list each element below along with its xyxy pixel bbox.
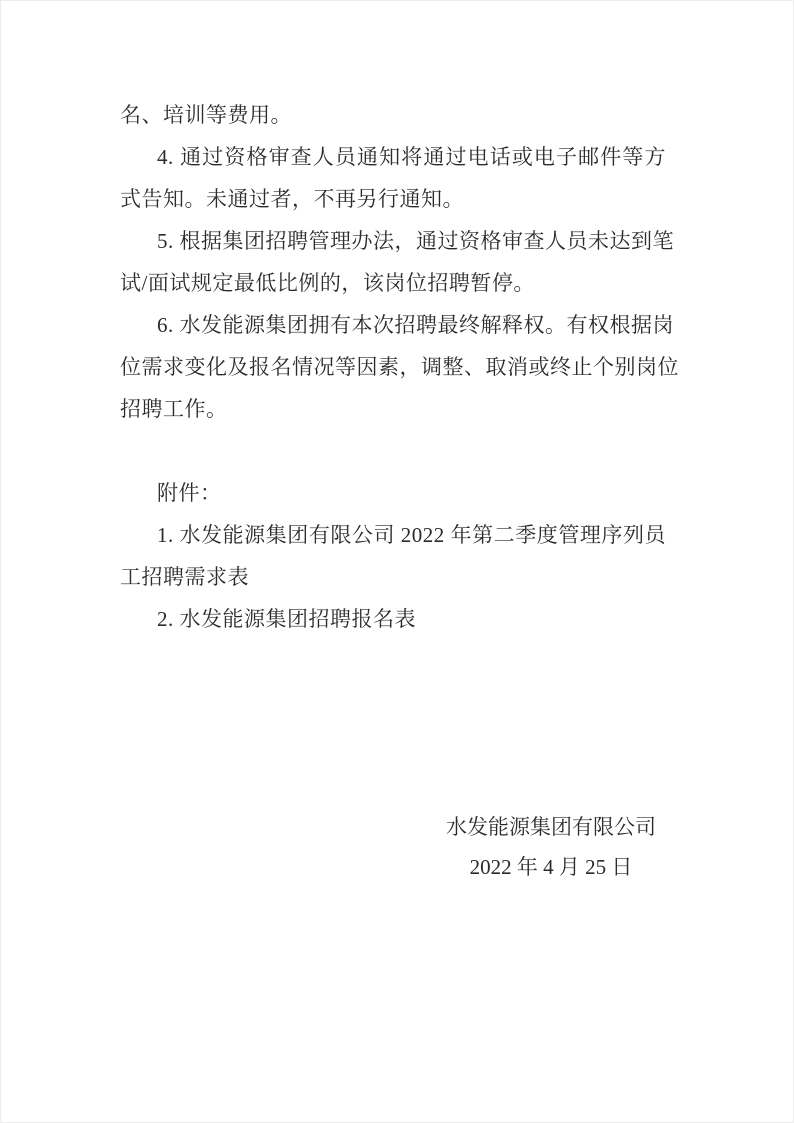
blank-line bbox=[120, 430, 666, 472]
text-line: 附件： bbox=[157, 481, 222, 505]
text-line: 试/面试规定最低比例的，该岗位招聘暂停。 bbox=[120, 271, 535, 295]
text-line: 6. 水发能源集团拥有本次招聘最终解释权。有权根据岗 bbox=[157, 313, 674, 337]
signature-company: 水发能源集团有限公司 bbox=[446, 815, 656, 839]
text-line: 式告知。未通过者，不再另行通知。 bbox=[120, 187, 464, 211]
text-line: 5. 根据集团招聘管理办法，通过资格审查人员未达到笔 bbox=[157, 229, 674, 253]
document-body bbox=[120, 94, 679, 640]
signature-date: 2022 年 4 月 25 日 bbox=[469, 855, 633, 879]
text-line: 工招聘需求表 bbox=[120, 565, 249, 589]
text-line: 位需求变化及报名情况等因素，调整、取消或终止个别岗位 bbox=[120, 355, 679, 379]
text-line: 名、培训等费用。 bbox=[120, 103, 292, 127]
text-line: 1. 水发能源集团有限公司 2022 年第二季度管理序列员 bbox=[157, 523, 666, 547]
signature-block bbox=[411, 807, 691, 887]
text-line: 2. 水发能源集团招聘报名表 bbox=[157, 607, 416, 631]
text-line: 4. 通过资格审查人员通知将通过电话或电子邮件等方 bbox=[157, 145, 666, 169]
text-line: 招聘工作。 bbox=[120, 397, 228, 421]
